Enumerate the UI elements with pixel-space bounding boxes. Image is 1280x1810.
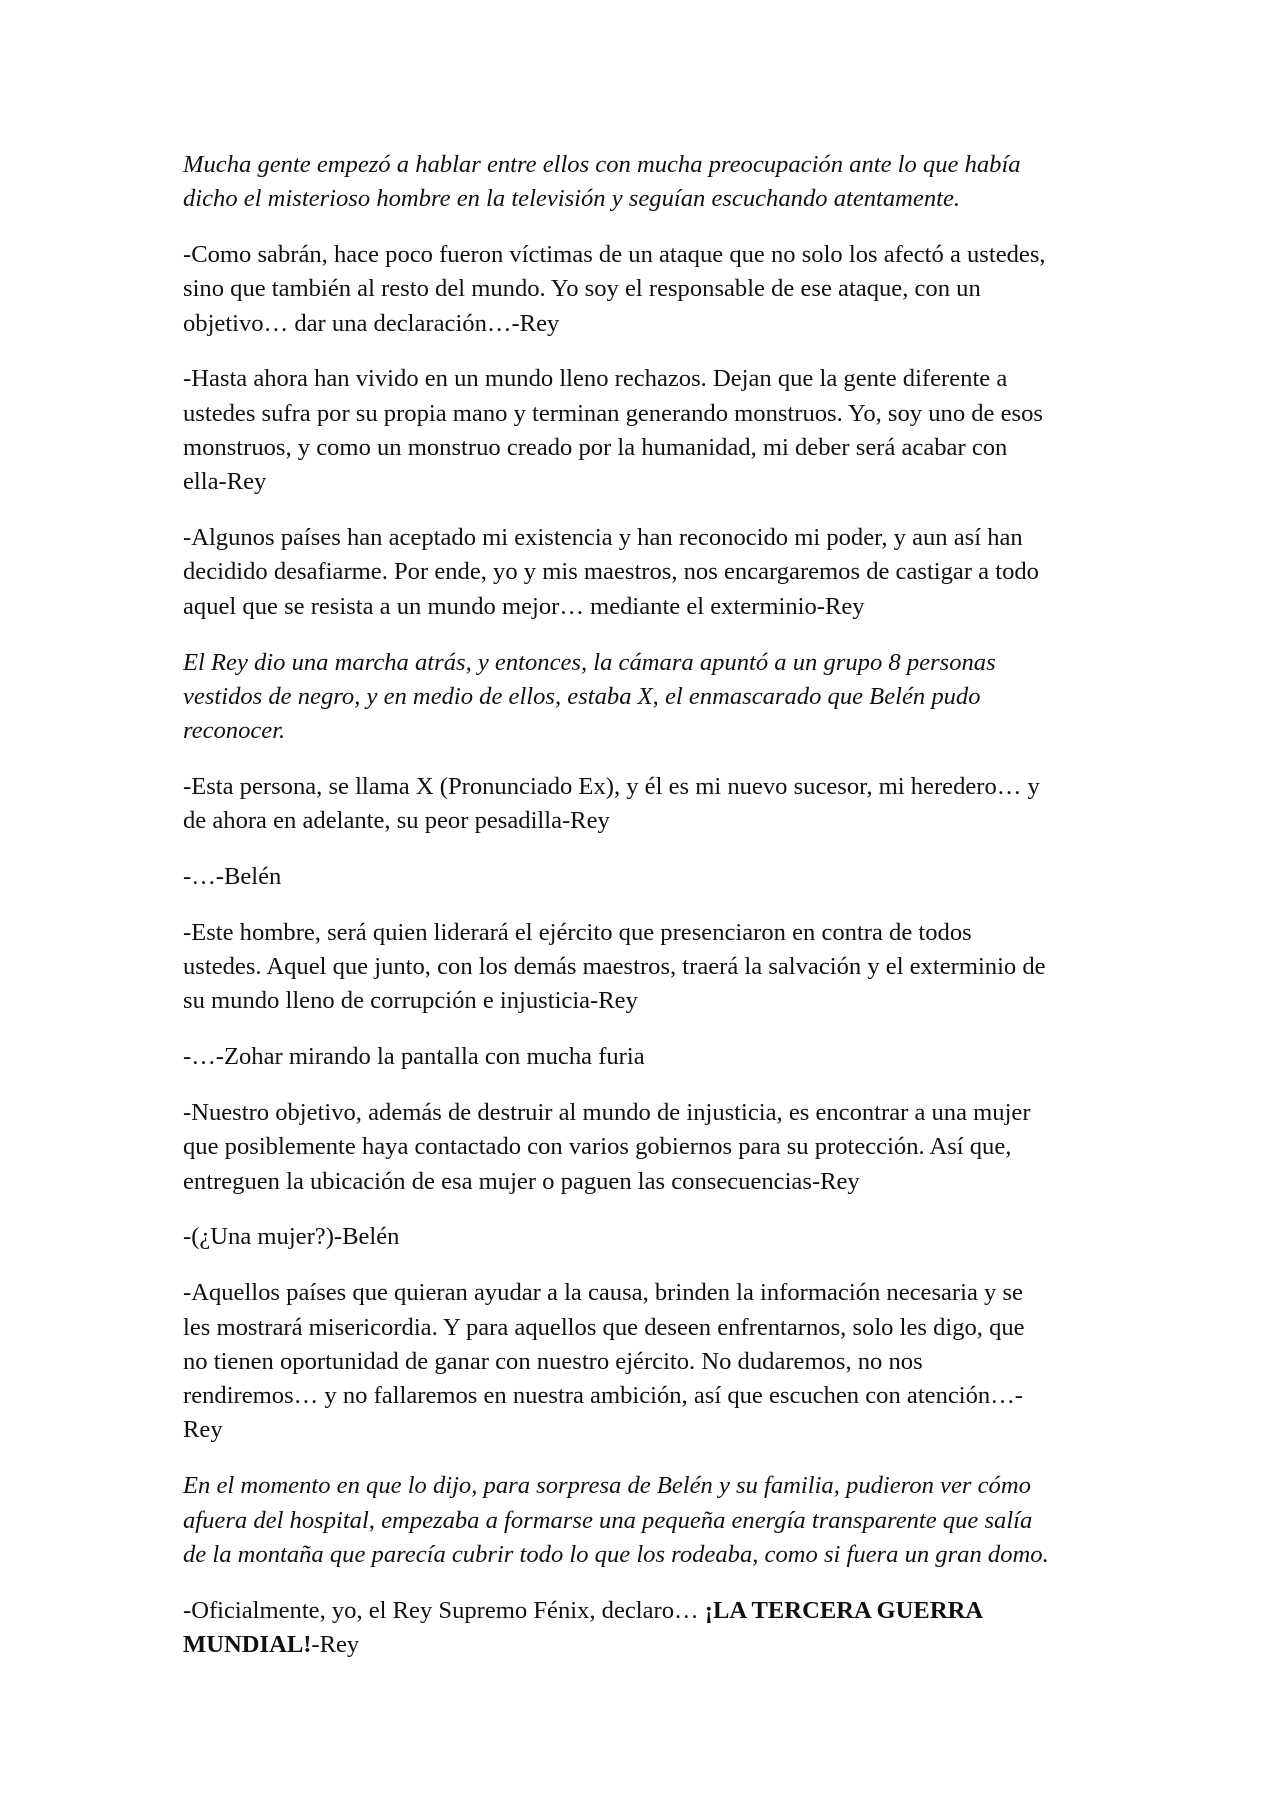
narration-paragraph xyxy=(183,148,1103,217)
text-line: vestidos de negro, y en medio de ellos, estaba X, el enmascarado que Belén pudo xyxy=(183,682,981,710)
text-line: -Este hombre, será quien liderará el ejército que presenciaron en contra de todos xyxy=(183,918,972,946)
text-line: su mundo lleno de corrupción e injusticia-Rey xyxy=(183,987,638,1015)
text-line: les mostrará misericordia. Y para aquellos que deseen enfrentarnos, solo les digo, que xyxy=(183,1313,1025,1341)
text-line: aquel que se resista a un mundo mejor… mediante el exterminio-Rey xyxy=(183,592,865,620)
dialogue-paragraph xyxy=(183,1096,1103,1199)
final-intro: -Oficialmente, yo, el Rey Supremo Fénix, declaro… xyxy=(183,1596,705,1624)
text-line: -Esta persona, se llama X (Pronunciado Ex), y él es mi nuevo sucesor, mi heredero… y xyxy=(183,772,1040,800)
final-bold-line-2: MUNDIAL! xyxy=(183,1630,312,1658)
text-line: objetivo… dar una declaración…-Rey xyxy=(183,309,560,337)
text-line: -Algunos países han aceptado mi existencia y han reconocido mi poder, y aun así han xyxy=(183,524,1023,552)
text-line: El Rey dio una marcha atrás, y entonces, la cámara apuntó a un grupo 8 personas xyxy=(183,648,996,676)
text-line: -Nuestro objetivo, además de destruir al mundo de injusticia, es encontrar a una mujer xyxy=(183,1099,1031,1127)
dialogue-paragraph xyxy=(183,916,1103,1019)
dialogue-paragraph xyxy=(183,1276,1103,1447)
text-line: entreguen la ubicación de esa mujer o paguen las consecuencias-Rey xyxy=(183,1167,860,1195)
final-suffix: -Rey xyxy=(311,1630,360,1658)
text-line: decidido desafiarme. Por ende, yo y mis maestros, nos encargaremos de castigar a todo xyxy=(183,558,1039,586)
text-line: -…-Belén xyxy=(183,863,282,891)
dialogue-paragraph xyxy=(183,1220,1103,1254)
dialogue-paragraph xyxy=(183,238,1103,341)
text-line: sino que también al resto del mundo. Yo soy el responsable de ese ataque, con un xyxy=(183,275,981,303)
text-line: de la montaña que parecía cubrir todo lo que los rodeaba, como si fuera un gran domo. xyxy=(183,1540,1049,1568)
text-line: -(¿Una mujer?)-Belén xyxy=(183,1223,400,1251)
final-bold-line-1: ¡LA TERCERA GUERRA xyxy=(704,1596,984,1624)
document-page xyxy=(183,148,1103,1684)
text-line: -Como sabrán, hace poco fueron víctimas de un ataque que no solo los afectó a ustedes, xyxy=(183,241,1046,269)
text-line: ella-Rey xyxy=(183,468,267,496)
dialogue-paragraph xyxy=(183,1040,1103,1074)
text-line: reconocer. xyxy=(183,717,286,745)
text-line: Rey xyxy=(183,1416,223,1444)
text-line: -Aquellos países que quieran ayudar a la causa, brinden la información necesaria y se xyxy=(183,1279,1023,1307)
final-declaration-paragraph xyxy=(183,1594,1103,1663)
text-line: ustedes. Aquel que junto, con los demás maestros, traerá la salvación y el exterminio de xyxy=(183,953,1046,981)
text-line: -…-Zohar mirando la pantalla con mucha furia xyxy=(183,1043,645,1071)
text-line: -Hasta ahora han vivido en un mundo lleno rechazos. Dejan que la gente diferente a xyxy=(183,365,1008,393)
text-line: En el momento en que lo dijo, para sorpresa de Belén y su familia, pudieron ver cómo xyxy=(183,1472,1031,1500)
text-line: monstruos, y como un monstruo creado por la humanidad, mi deber será acabar con xyxy=(183,434,1008,462)
text-line: Mucha gente empezó a hablar entre ellos con mucha preocupación ante lo que había xyxy=(183,151,1021,178)
dialogue-paragraph xyxy=(183,860,1103,894)
dialogue-paragraph xyxy=(183,770,1103,839)
narration-paragraph xyxy=(183,646,1103,749)
text-line: afuera del hospital, empezaba a formarse una pequeña energía transparente que salía xyxy=(183,1506,1033,1534)
text-line: de ahora en adelante, su peor pesadilla-Rey xyxy=(183,807,610,835)
dialogue-paragraph xyxy=(183,362,1103,499)
dialogue-paragraph xyxy=(183,521,1103,624)
text-line: dicho el misterioso hombre en la televisión y seguían escuchando atentamente. xyxy=(183,185,961,213)
text-line: que posiblemente haya contactado con varios gobiernos para su protección. Así que, xyxy=(183,1133,1012,1161)
text-line: ustedes sufra por su propia mano y terminan generando monstruos. Yo, soy uno de esos xyxy=(183,399,1043,427)
text-line: rendiremos… y no fallaremos en nuestra ambición, así que escuchen con atención…- xyxy=(183,1382,1023,1410)
text-line: no tienen oportunidad de ganar con nuestro ejército. No dudaremos, no nos xyxy=(183,1347,923,1375)
narration-paragraph xyxy=(183,1469,1103,1572)
